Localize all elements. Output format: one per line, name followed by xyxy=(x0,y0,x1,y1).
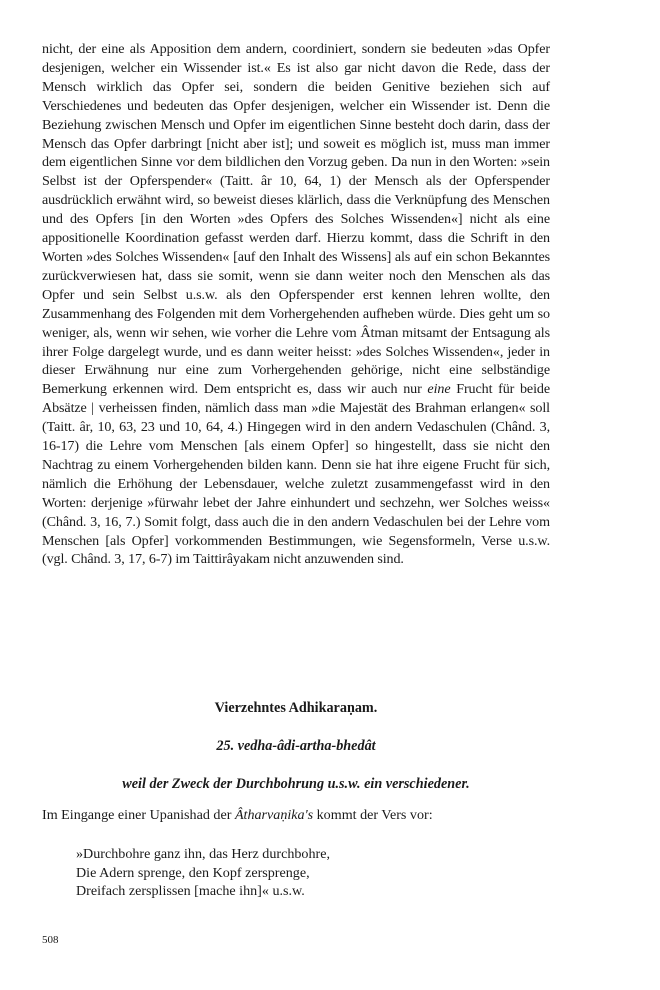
main-paragraph-part2: Frucht für beide Absätze | verheissen finden, nämlich dass man »die Majestät des Brahman erlangen« soll (Taitt. âr, 10, 63, 23 und 10, 64, 4.) Hingegen wird in den andern Vedaschulen (Chând. 3, 16-17) die Lehre vom Menschen [als einem Opfer] so hingestellt, dass sie nicht den Nachtrag zu einem Vorhergehenden bilden kann. Denn sie hat ihre eigene Frucht für sich, nämlich die Erhöhung der Lebensdauer, welche zuletzt zusammengefasst wird in den Worten: derjenige »fürwahr lebet der Jahre einhundert und sechzehn, wer Solches weiss« (Chând. 3, 16, 7.) Somit folgt, dass auch die in den andern Vedaschulen bei der Lehre vom Menschen [als Opfer] vorkommenden Bestimmungen, wie Segensformeln, Verse u.s.w. (vgl. Chând. 3, 17, 6-7) im Taittirâyakam nicht anzuwenden sind. xyxy=(42,381,551,568)
page-number: 508 xyxy=(42,934,59,946)
verse-intro-emphasis: Âtharvaṇika's xyxy=(234,807,314,823)
main-paragraph-emphasis: eine xyxy=(427,381,451,398)
verse-line: »Durchbohre ganz ihn, das Herz durchbohre, xyxy=(76,846,330,862)
verse-intro xyxy=(42,806,562,825)
verse-intro-after: kommt der Vers vor: xyxy=(313,807,433,823)
adhikarana-heading: Vierzehntes Adhikaraṇam. xyxy=(214,700,378,716)
verse-line: Die Adern sprenge, den Kopf zersprenge, xyxy=(76,864,310,881)
main-paragraph-part1: nicht, der eine als Apposition dem andern, coordiniert, sondern sie bedeuten »das Opfer desjenigen, welcher ein Wissender ist.« Es ist also gar nicht davon die Rede, dass der Mensch wirklich das Opfer sei, sondern die beiden Genitive beziehen sich auf Verschiedenes und bedeuten das Opfer desjenigen, welcher ein Wissender ist. Denn die Beziehung zwischen Mensch und Opfer im eigentlichen Sinne besteht doch darin, dass der Mensch das Opfer darbringt [nicht aber ist]; und soweit es möglich ist, muss man immer dem eigentlichen Sinne vor dem bildlichen den Vorzug geben. Da nun in den Worten: »sein Selbst ist der Opferspender« (Taitt. âr 10, 64, 1) der Mensch als der Opferspender ausdrücklich erwähnt wird, so beweist dieses klärlich, dass die Verknüpfung des Menschen und des Opfers [in den Worten »des Opfers des Solches Wissenden«] nicht als eine appositionelle Koordination gefasst werden darf. Hierzu kommt, dass die Schrift in den Worten »des Solches Wissenden« [auf den Inhalt des Wissens] als auf ein schon Bekanntes zurückverwiesen hat, dass sie somit, wenn sie dann weiter noch den Menschen als das Opfer und sein Selbst u.s.w. als den Opferspender erst kennen lehren wollte, den Zusammenhang des Folgenden mit dem Vorhergehenden aufheben würde. Dies geht um so weniger, als, wenn wir sehen, wie vorher die Lehre vom Âtman mitsamt der Entsagung als ihrer Folge dargelegt wurde, und es dann weiter heisst: »des Solches Wissenden«, jeder in dieser Erwähnung nur eine zum Vorhergehenden gehörige, nicht eine selbständige Bemerkung erkennen wird. Dem entspricht es, dass wir auch nur xyxy=(42,41,550,398)
verse-line: Dreifach zersplissen [mache ihn]« u.s.w. xyxy=(76,883,305,900)
verse-quote xyxy=(76,845,536,901)
sutra-translation: weil der Zweck der Durchbohrung u.s.w. ein verschiedener. xyxy=(122,776,470,792)
main-paragraph xyxy=(42,40,550,569)
sutra-heading: 25. vedha-âdi-artha-bhedât xyxy=(216,738,376,754)
verse-intro-before: Im Eingange einer Upanishad der xyxy=(42,807,235,823)
